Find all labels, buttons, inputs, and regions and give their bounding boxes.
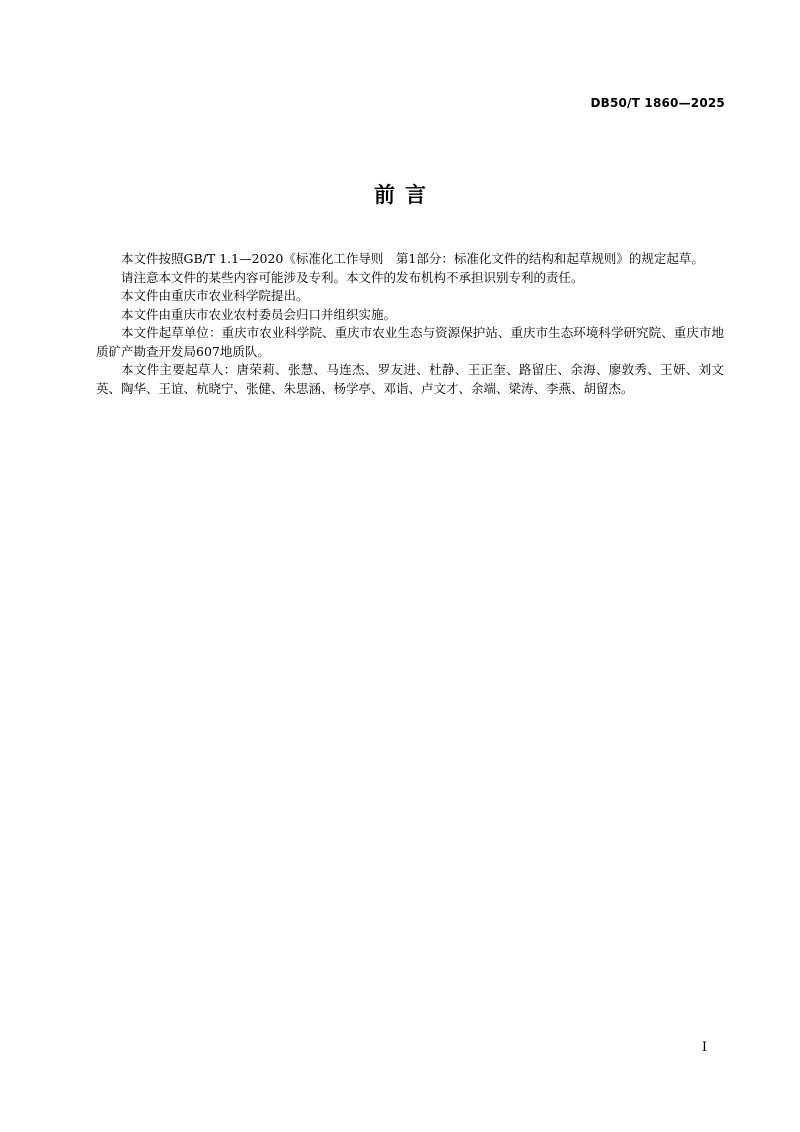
paragraph-proposer: 本文件由重庆市农业科学院提出。	[121, 288, 309, 303]
foreword-body	[96, 250, 724, 398]
paragraph-drafters: 本文件主要起草人：唐荣莉、张慧、马连杰、罗友进、杜静、王正奎、路留庄、余海、廖敦秀、王妍、刘文英、陶华、王谊、杭晓宁、张健、朱思涵、杨学亭、邓诣、卢文才、余端、梁涛、李燕、胡留杰。	[96, 362, 724, 396]
paragraph-drafting-units: 本文件起草单位：重庆市农业科学院、重庆市农业生态与资源保护站、重庆市生态环境科学研究院、重庆市地质矿产勘查开发局607地质队。	[96, 325, 724, 359]
section-title: 前言	[374, 183, 436, 207]
document-code: DB50/T 1860—2025	[590, 96, 725, 110]
paragraph-patent-notice: 请注意本文件的某些内容可能涉及专利。本文件的发布机构不承担识别专利的责任。	[121, 269, 584, 285]
paragraph-administrator: 本文件由重庆市农业农村委员会归口并组织实施。	[121, 306, 397, 322]
page-number: I	[701, 1040, 707, 1055]
paragraph-drafting-rules: 本文件按照GB/T 1.1—2020《标准化工作导则 第1部分：标准化文件的结构和起草规则》的规定起草。	[121, 251, 704, 266]
